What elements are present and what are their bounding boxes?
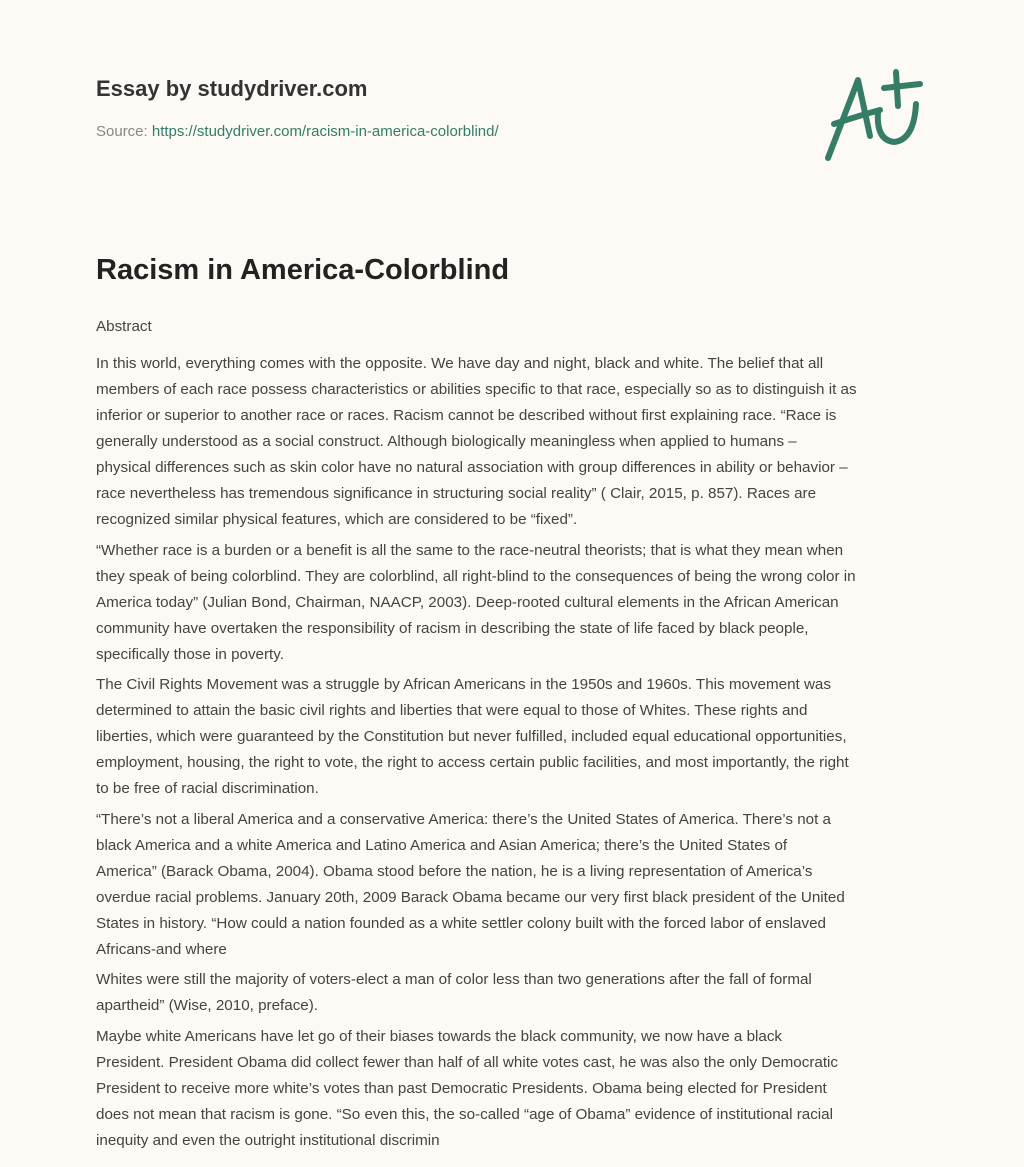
paragraph-line: inferior or superior to another race or races. Racism cannot be described without first explaining race. “Race is xyxy=(96,407,837,424)
paragraph-line: inequity and even the outright institutional discrimin xyxy=(96,1131,440,1149)
paragraph-line: liberties, which were guaranteed by the Constitution but never fulfilled, included equal educational opportunities, xyxy=(96,728,847,745)
source-line xyxy=(96,123,499,140)
paragraph-line: The Civil Rights Movement was a struggle by African Americans in the 1950s and 1960s. This movement was xyxy=(96,676,831,693)
paragraph-line: black America and a white America and Latino America and Asian America; there’s the United States of xyxy=(96,836,788,854)
paragraph-line: America” (Barack Obama, 2004). Obama stood before the nation, he is a living representation of America’s xyxy=(96,862,813,880)
paragraph-line: Africans-and where xyxy=(96,940,227,958)
paragraph-line: States in history. “How could a nation founded as a white settler colony built with the forced labor of enslaved xyxy=(96,914,826,932)
paragraph-line: does not mean that racism is gone. “So even this, the so-called “age of Obama” evidence of institutional racial xyxy=(96,1105,833,1123)
paragraph-line: “There’s not a liberal America and a conservative America: there’s the United States of America. There’s not a xyxy=(96,810,832,828)
paragraph-line: overdue racial problems. January 20th, 2009 Barack Obama became our very first black president of the United xyxy=(96,888,845,906)
paragraph xyxy=(96,1024,936,1154)
paragraph-line: America today” (Julian Bond, Chairman, NAACP, 2003). Deep-rooted cultural elements in the African American xyxy=(96,593,839,611)
abstract-heading: Abstract xyxy=(96,318,152,335)
document-title: Racism in America-Colorblind xyxy=(96,254,510,286)
paragraph-line: In this world, everything comes with the opposite. We have day and night, black and white. The belief that all xyxy=(96,355,824,372)
paragraph xyxy=(96,351,936,533)
source-link[interactable]: https://studydriver.com/racism-in-america-colorblind/ xyxy=(151,123,499,140)
paragraph-line: employment, housing, the right to vote, the right to access certain public facilities, and most importantly, the right xyxy=(96,754,849,771)
paragraph-line: members of each race possess characteristics or abilities specific to that race, especially so as to distinguish it as xyxy=(96,381,857,398)
paragraph xyxy=(96,967,936,1019)
paragraph-line: to be free of racial discrimination. xyxy=(96,780,319,797)
paragraph-line: “Whether race is a burden or a benefit is all the same to the race-neutral theorists; that is what they mean when xyxy=(96,541,844,559)
paragraph-line: Whites were still the majority of voters-elect a man of color less than two generations after the fall of formal xyxy=(96,971,812,988)
paragraph-line: race nevertheless has tremendous significance in structuring social reality” ( Clair, 2015, p. 857). Races are xyxy=(96,485,817,502)
a-plus-logo-icon xyxy=(818,66,928,166)
paragraph-line: President. President Obama did collect fewer than half of all white votes cast, he was also the only Democratic xyxy=(96,1053,839,1071)
paragraph-line: apartheid” (Wise, 2010, preface). xyxy=(96,997,319,1014)
document-body xyxy=(96,314,936,1158)
source-label: Source: xyxy=(96,123,148,140)
paragraph-line: community have overtaken the responsibility of racism in describing the state of life faced by black people, xyxy=(96,619,809,637)
paragraph xyxy=(96,672,936,802)
paragraph-line: determined to attain the basic civil rights and liberties that were equal to those of Whites. These rights and xyxy=(96,702,808,719)
paragraph xyxy=(96,538,936,668)
paragraph-line: specifically those in poverty. xyxy=(96,645,284,663)
paragraph xyxy=(96,807,936,963)
paragraph-line: they speak of being colorblind. They are colorblind, all right-blind to the consequences of being the wrong color in xyxy=(96,567,856,585)
paragraph-line: President to receive more white’s votes than past Democratic Presidents. Obama being elected for President xyxy=(96,1079,827,1097)
paragraph-line: generally understood as a social construct. Although biologically meaningless when applied to humans – xyxy=(96,433,797,450)
paragraph-line: recognized similar physical features, which are considered to be “fixed”. xyxy=(96,511,578,528)
paragraph-line: physical differences such as skin color have no natural association with group differences in ability or behavior – xyxy=(96,459,848,476)
paragraph-line: Maybe white Americans have let go of their biases towards the black community, we now have a black xyxy=(96,1027,783,1045)
site-title: Essay by studydriver.com xyxy=(96,76,368,101)
